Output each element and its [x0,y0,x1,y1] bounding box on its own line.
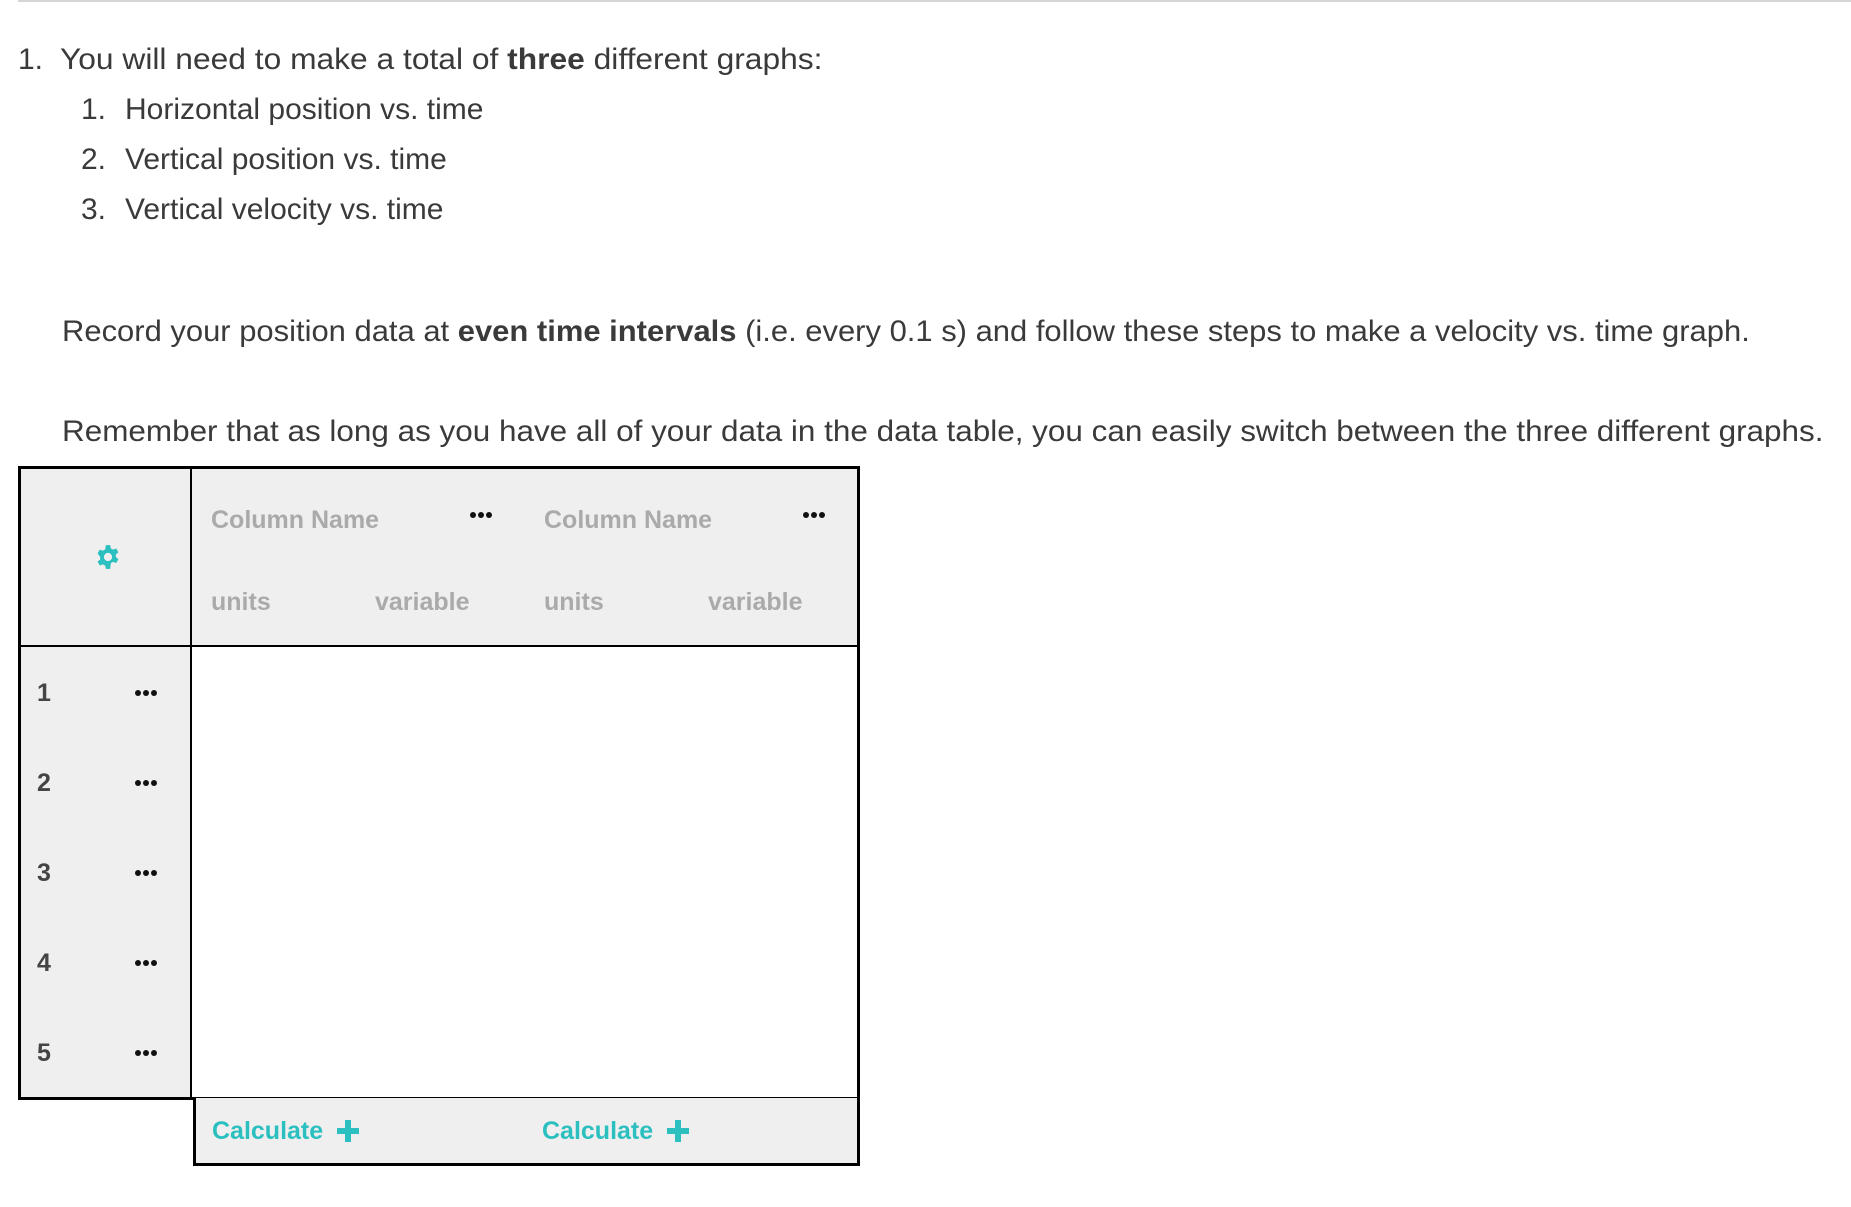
record-bold: even time intervals [457,315,737,348]
column-1-variable-cell[interactable] [358,557,527,649]
row-header-2 [18,737,194,829]
column-2-variable-cell[interactable] [691,557,860,649]
sub-item-horizontal-position: Horizontal position vs. time [125,93,484,126]
more-dots-icon[interactable] [803,512,825,518]
column-1-calculate-cell [193,1098,527,1166]
more-dots-icon[interactable] [135,780,157,786]
data-cell-r3-c2[interactable] [525,827,860,919]
column-2-calculate-button[interactable] [542,1116,689,1146]
more-dots-icon[interactable] [135,1050,157,1056]
data-cell-r3-c1[interactable] [192,827,527,919]
main-item-text-end: different graphs: [584,43,823,76]
column-1-name-placeholder[interactable]: Column Name [211,506,380,534]
list-number-1: 1. [18,43,44,76]
row-header-4 [18,917,194,1009]
sub-item-vertical-position: Vertical position vs. time [125,143,447,176]
row-number: 1 [37,679,51,707]
more-dots-icon[interactable] [135,870,157,876]
data-cell-r1-c1[interactable] [192,647,527,739]
more-dots-icon[interactable] [470,512,492,518]
row-number: 4 [37,949,51,977]
paragraph-remember: Remember that as long as you have all of your data in the data table, you can easily switch between the three different graphs. [62,415,1824,448]
gear-icon[interactable] [95,544,121,570]
column-2-name-cell[interactable] [525,466,860,559]
record-text: Record your position data at [62,315,458,348]
row-header-1 [18,647,194,739]
data-cell-r5-c1[interactable] [192,1007,527,1100]
plus-icon [337,1120,359,1142]
data-cell-r2-c1[interactable] [192,737,527,829]
sub-item-number-1: 1. [81,93,107,126]
calculate-label: Calculate [542,1117,654,1145]
column-1-units-placeholder[interactable]: units [211,588,271,616]
main-item-text: You will need to make a total of [60,43,508,76]
column-2-variable-placeholder[interactable]: variable [708,588,803,616]
column-2-calculate-cell [525,1098,860,1166]
sub-item-number-3: 3. [81,193,107,226]
data-cell-r2-c2[interactable] [525,737,860,829]
column-2-name-placeholder[interactable]: Column Name [544,506,713,534]
data-cell-r1-c2[interactable] [525,647,860,739]
data-cell-r4-c1[interactable] [192,917,527,1009]
instruction-main-item [60,42,822,78]
column-1-units-cell[interactable] [192,557,360,649]
row-number: 3 [37,859,51,887]
column-1-name-cell[interactable] [192,466,527,559]
main-item-bold: three [507,43,585,76]
column-2-units-placeholder[interactable]: units [544,588,604,616]
data-cell-r4-c2[interactable] [525,917,860,1009]
column-2-units-cell[interactable] [525,557,693,649]
more-dots-icon[interactable] [135,690,157,696]
row-number: 5 [37,1039,51,1067]
plus-icon [667,1120,689,1142]
sub-item-number-2: 2. [81,143,107,176]
calculate-label: Calculate [212,1117,324,1145]
data-cell-r5-c2[interactable] [525,1007,860,1100]
column-1-calculate-button[interactable] [212,1116,359,1146]
record-text-end: (i.e. every 0.1 s) and follow these steps to make a velocity vs. time graph. [736,315,1750,348]
row-header-3 [18,827,194,919]
row-header-5 [18,1007,194,1100]
more-dots-icon[interactable] [135,960,157,966]
sub-item-vertical-velocity: Vertical velocity vs. time [125,193,444,226]
table-corner-settings-cell [18,466,194,649]
column-1-variable-placeholder[interactable]: variable [375,588,470,616]
row-number: 2 [37,769,51,797]
paragraph-record-data [62,314,1750,350]
top-divider [18,0,1851,2]
